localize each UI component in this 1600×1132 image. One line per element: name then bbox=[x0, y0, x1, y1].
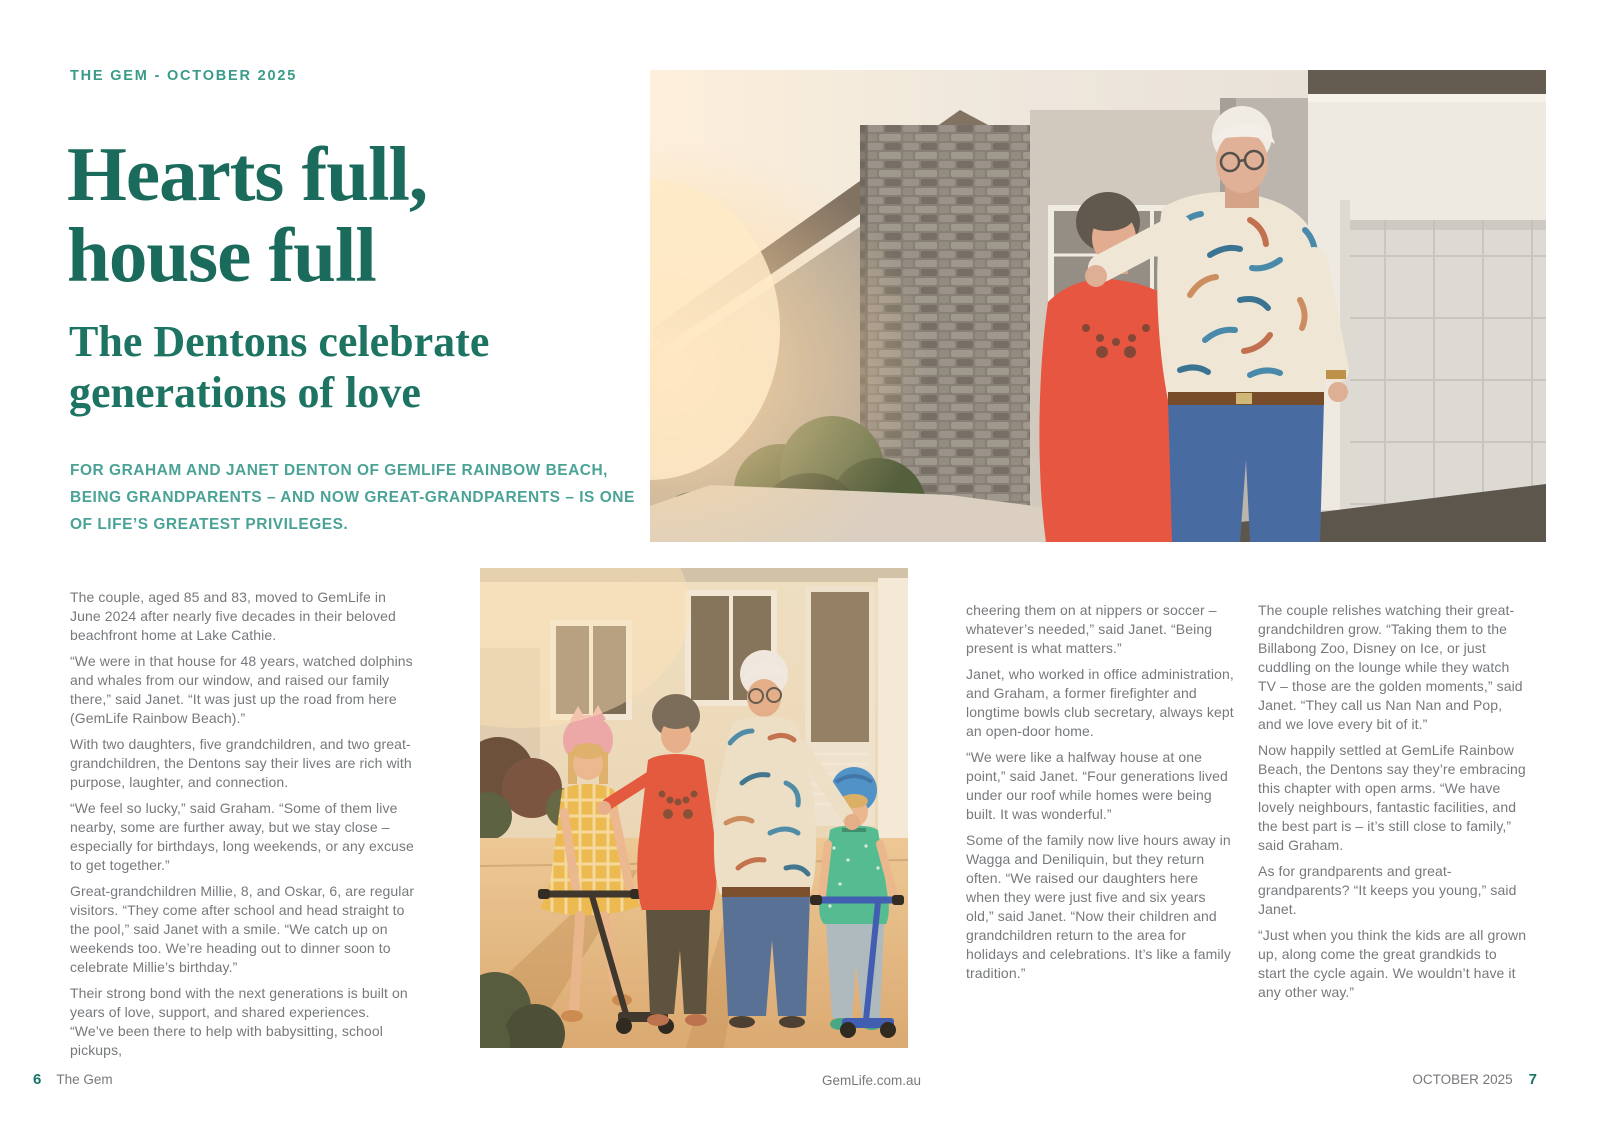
subhead-line-2: generations of love bbox=[69, 368, 421, 417]
paragraph: “Just when you think the kids are all grown up, along come the great grandkids to start the cycle again. We wouldn’t have it any other way.” bbox=[1258, 927, 1527, 1000]
footer-right bbox=[1412, 1071, 1537, 1088]
issue-date: OCTOBER 2025 bbox=[1412, 1072, 1513, 1087]
family-photo-illustration bbox=[480, 568, 908, 1048]
paragraph: Their strong bond with the next generations is built on years of love, support, and shared experiences. “We’ve been there to help with babysitting, school pickups, bbox=[70, 985, 408, 1058]
hero-photo-couple-outside-home bbox=[650, 70, 1546, 542]
paragraph: Some of the family now live hours away in Wagga and Deniliquin, but they return often. “We raised our daughters here when they were just five and six years old,” said Janet. “Now their children and grandchildren return to the area for holidays and celebrations. It’s like a family tradition.” bbox=[966, 832, 1231, 981]
article-subhead bbox=[69, 316, 489, 418]
hero-photo-illustration bbox=[650, 70, 1546, 542]
paragraph: The couple, aged 85 and 83, moved to GemLife in June 2024 after nearly five decades in their beloved beachfront home at Lake Cathie. bbox=[70, 589, 396, 643]
paragraph: With two daughters, five grandchildren, and two great-grandchildren, the Dentons say their lives are rich with purpose, laughter, and connection. bbox=[70, 736, 412, 790]
standfirst-line-3: OF LIFE’S GREATEST PRIVILEGES. bbox=[70, 516, 349, 533]
paragraph: “We were like a halfway house at one point,” said Janet. “Four generations lived under our roof while homes were being built. It was wonderful.” bbox=[966, 749, 1228, 822]
headline-line-1: Hearts full, bbox=[67, 131, 428, 217]
footer-website: GemLife.com.au bbox=[822, 1073, 922, 1088]
article-standfirst bbox=[70, 457, 635, 538]
page-number-right: 7 bbox=[1528, 1071, 1537, 1088]
family-photo-grandchildren-scooters bbox=[480, 568, 908, 1048]
paragraph: “We were in that house for 48 years, watched dolphins and whales from our window, and raised our family there,” said Janet. “It was just up the road from here (GemLife Rainbow Beach).” bbox=[70, 653, 413, 726]
paragraph: “We feel so lucky,” said Graham. “Some of them live nearby, some are further away, but we stay close – especially for birthdays, long weekends, or any excuse to get together.” bbox=[70, 800, 414, 873]
paragraph: The couple relishes watching their great-grandchildren grow. “Taking them to the Billabong Zoo, Disney on Ice, or just cuddling on the lounge while they watch TV – those are the golden moments,” said Janet. “They call us Nan Nan and Pop, and we love every bit of it.” bbox=[1258, 602, 1523, 732]
paragraph: As for grandparents and great-grandparents? “It keeps you young,” said Janet. bbox=[1258, 863, 1517, 917]
publication-name: The Gem bbox=[56, 1072, 113, 1087]
standfirst-line-1: FOR GRAHAM AND JANET DENTON OF GEMLIFE RAINBOW BEACH, bbox=[70, 462, 608, 479]
page-number-left: 6 bbox=[33, 1071, 42, 1088]
paragraph: Now happily settled at GemLife Rainbow Beach, the Dentons say they’re embracing this chapter with open arms. “We have lovely neighbours, fantastic facilities, and the best part is – it’s still close to family,” said Graham. bbox=[1258, 742, 1526, 853]
footer-left bbox=[33, 1071, 113, 1088]
paragraph: Janet, who worked in office administration, and Graham, a former firefighter and longtime bowls club secretary, always kept an open-door home. bbox=[966, 666, 1234, 739]
publication-eyebrow: THE GEM - OCTOBER 2025 bbox=[70, 68, 298, 84]
subhead-line-1: The Dentons celebrate bbox=[69, 317, 490, 366]
paragraph: cheering them on at nippers or soccer – whatever’s needed,” said Janet. “Being present is what matters.” bbox=[966, 602, 1217, 656]
headline-line-2: house full bbox=[67, 212, 376, 298]
paragraph: Great-grandchildren Millie, 8, and Oskar, 6, are regular visitors. “They come after school and head straight to the pool,” said Janet with a smile. “We catch up on weekends too. We’re heading out to dinner soon to celebrate Millie’s birthday.” bbox=[70, 883, 415, 975]
body-column-3 bbox=[1258, 601, 1528, 1009]
article-headline bbox=[67, 131, 428, 298]
body-column-2 bbox=[966, 601, 1234, 990]
body-column-1 bbox=[70, 588, 415, 1067]
standfirst-line-2: BEING GRANDPARENTS – AND NOW GREAT-GRANDPARENTS – IS ONE bbox=[70, 489, 635, 506]
